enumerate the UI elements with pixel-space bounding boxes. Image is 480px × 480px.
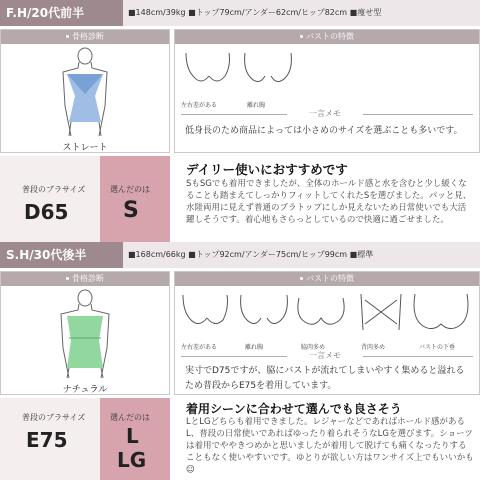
bust-label-1: 左右差がある [181,344,218,351]
profile-card-2 [0,242,480,480]
bust-title-bar [175,272,479,286]
usual-bra-size: D65 [24,200,69,224]
review-body: LとLGどちらも着用できました。レジャーなどであればホールド感があるL、普段の日常使いであればゆったり着られそうなLGを選びます。ショーツは着用でややきつめかと思いましたが着用して脱げても痛くなったりすることもなく使いやすいです。ゆとりが欲しい方はワンサイズ上でもいいかも☺ [186,417,474,475]
bust-label-2: 離れ胸 [245,344,264,351]
person-name: F.H/20代前半 [0,0,123,26]
review-headline: デイリー使いにおすすめです [186,162,348,177]
card-header [0,0,480,26]
chosen-label: 選んだのは [110,413,150,422]
skeleton-type: ストレート [62,143,108,153]
bust-label-1: 左右差がある [181,102,218,109]
chosen-size-1: L [126,424,139,448]
person-specs: ■148cm/39kg ■トップ79cm/アンダー62cm/ヒップ82cm ■痩せ型 [128,8,382,17]
chosen-size: S [123,198,139,223]
review-body: SもSGでも着用できましたが、全体のホールド感と水を含むと少し緩くなることも踏まえてしっかりフィットしてくれたSを選びました。パッと見、水陸両用に見えず普通のブラトップにしか見えないため日常使いでも大活躍しそうです。着心地もさらっとしているので快適に過ごせました。 [186,179,472,225]
skeleton-title-bar [1,30,169,44]
bust-panel [174,29,480,153]
bust-title: バストの特徴 [306,32,354,41]
person-specs: ■168cm/66kg ■トップ92cm/アンダー75cm/ヒップ99cm ■標準 [128,250,374,259]
usual-bra-label: 普段のブラサイズ [22,413,86,422]
figure-illustration [45,288,125,380]
bust-label-4: 背肉多め [361,344,386,351]
memo-text: 実寸でD75ですが、脇にバストが流れてしまいやすく集めると溢れるため普段からE75を着用しています。 [185,366,465,391]
review-headline: 着用シーンに合わせて選んでも良さそう [186,402,402,416]
bust-title-bar [175,30,479,44]
bust-illustration [179,290,475,340]
bust-label-3: 脇肉多め [301,344,326,351]
person-name: S.H/30代後半 [0,242,123,268]
usual-bra-label: 普段のブラサイズ [22,185,86,194]
bust-illustration [181,48,301,98]
bust-label-5: バストの下垂 [419,344,456,351]
chosen-label: 選んだのは [110,185,150,194]
skeleton-panel [0,29,170,153]
memo-title: 一言メモ [287,109,363,119]
skeleton-title: 骨格診断 [72,32,104,41]
usual-bra-size: E75 [26,428,68,452]
figure-illustration [45,46,125,138]
bust-label-2: 離れ胸 [247,102,266,109]
chosen-size-2: LG [117,448,147,472]
skeleton-type: ナチュラル [62,385,108,395]
bust-panel [174,271,480,395]
bust-title: バストの特徴 [306,274,354,283]
skeleton-title: 骨格診断 [72,274,104,283]
card-header [0,242,480,268]
skeleton-panel [0,271,170,395]
size-box [0,398,170,480]
memo-text: 低身長のため商品によっては小さめのサイズを選ぶことも多いです。 [185,126,463,136]
memo-title: 一言メモ [287,351,363,361]
skeleton-title-bar [1,272,169,286]
